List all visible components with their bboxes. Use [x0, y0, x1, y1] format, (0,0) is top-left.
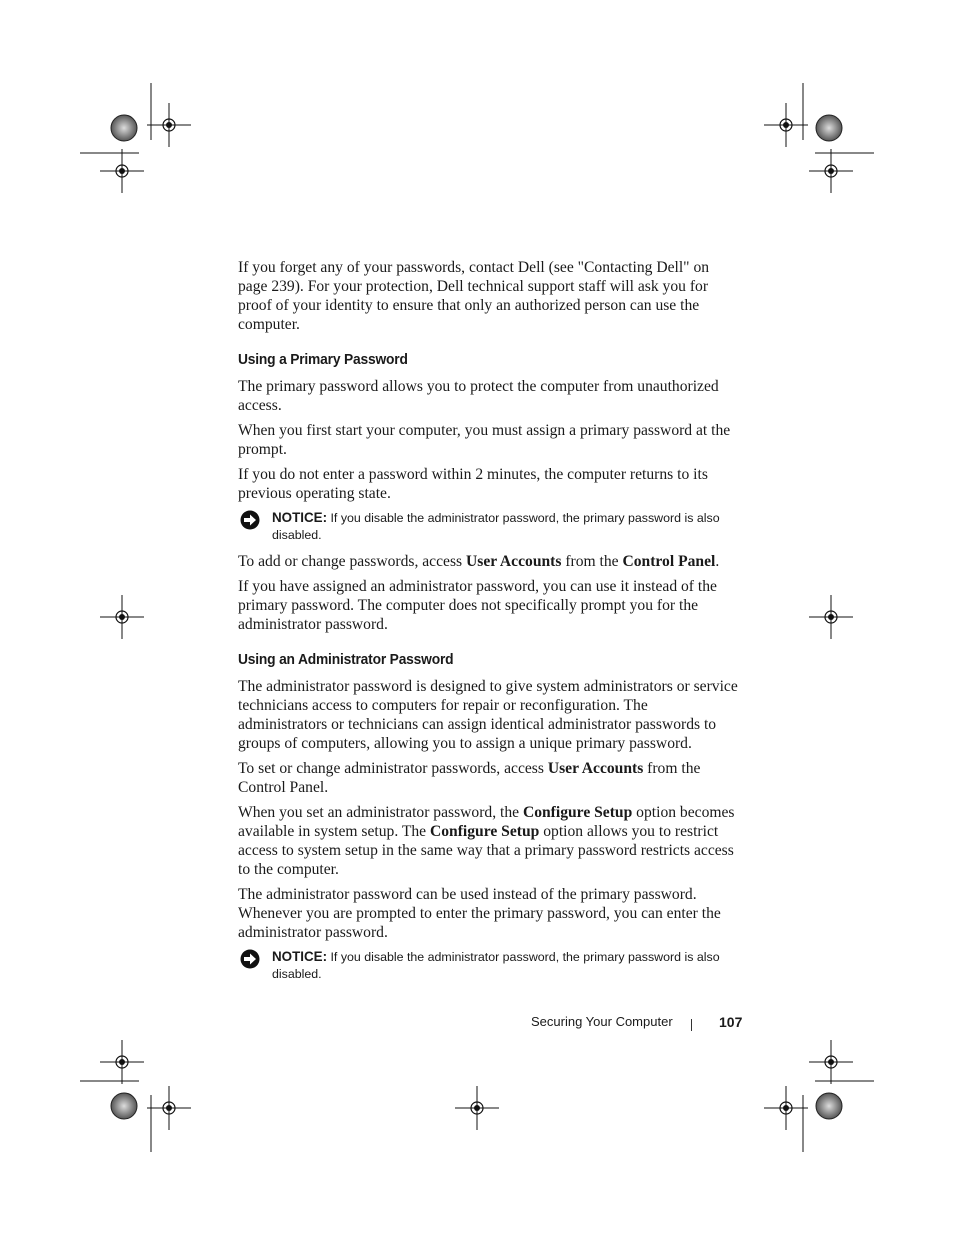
section-heading-admin-password: Using an Administrator Password — [238, 651, 454, 668]
intro-paragraph: If you forget any of your passwords, contact Dell (see "Contacting Dell" on page 239). For your protection, Dell technical support staff will ask you for proof of your identity to ensure that only an authorized person can use the computer. — [238, 259, 710, 333]
paragraph: The administrator password is designed to give system administrators or service technicians access to computers for repair or reconfiguration. The administrators or technicians can assign identical administrator passwords to groups of computers, allowing you to assign a unique primary password. — [238, 678, 738, 752]
page-body — [238, 258, 738, 991]
paragraph — [238, 552, 738, 571]
notice-label: NOTICE: — [272, 949, 328, 964]
text-run: . — [715, 553, 720, 570]
paragraph: The administrator password can be used instead of the primary password. Whenever you are prompted to enter the primary password, you can enter the administrator password. — [238, 886, 721, 941]
ui-term-user-accounts: User Accounts — [465, 553, 562, 570]
notice-box — [238, 948, 738, 983]
paragraph: When you first start your computer, you must assign a primary password at the prompt. — [238, 422, 731, 458]
registration-mark-icon — [809, 595, 853, 639]
color-calibration-icon — [816, 1093, 842, 1119]
notice-label: NOTICE: — [272, 510, 328, 525]
registration-mark-icon — [100, 1040, 144, 1084]
text-run: from the — [561, 553, 623, 570]
text-run: option becomes available in system setup. The — [238, 804, 735, 840]
paragraph: The primary password allows you to protect the computer from unauthorized access. — [238, 378, 719, 414]
footer-section-title: Securing Your Computer — [531, 1014, 673, 1029]
registration-mark-icon — [147, 103, 191, 147]
text-run: When you set an administrator password, the — [238, 804, 523, 821]
registration-mark-icon — [455, 1086, 499, 1130]
text-run: from the Control Panel. — [238, 760, 701, 796]
registration-mark-icon — [147, 1086, 191, 1130]
ui-term-configure-setup: Configure Setup — [522, 804, 633, 821]
registration-mark-icon — [100, 149, 144, 193]
text-run: To set or change administrator passwords, access — [238, 760, 548, 777]
color-calibration-icon — [111, 115, 137, 141]
registration-mark-icon — [100, 595, 144, 639]
notice-arrow-icon — [240, 510, 260, 530]
registration-mark-icon — [809, 1040, 853, 1084]
text-run: option allows you to restrict access to system setup in the same way that a primary password restricts access to the computer. — [238, 823, 734, 878]
color-calibration-icon — [111, 1093, 137, 1119]
notice-text: If you disable the administrator password, the primary password is also disabled. — [272, 511, 720, 542]
notice-arrow-icon — [240, 949, 260, 969]
section-heading-primary-password: Using a Primary Password — [238, 351, 408, 368]
page-footer — [531, 1014, 743, 1030]
notice-text: If you disable the administrator password, the primary password is also disabled. — [272, 950, 720, 981]
ui-term-control-panel: Control Panel — [622, 553, 716, 570]
registration-mark-icon — [809, 149, 853, 193]
registration-mark-icon — [764, 1086, 808, 1130]
color-calibration-icon — [816, 115, 842, 141]
text-run: To add or change passwords, access — [238, 553, 466, 570]
ui-term-user-accounts: User Accounts — [547, 760, 644, 777]
footer-divider — [691, 1019, 692, 1031]
paragraph — [238, 759, 738, 797]
paragraph — [238, 803, 738, 879]
notice-box — [238, 509, 738, 544]
registration-mark-icon — [764, 103, 808, 147]
paragraph: If you do not enter a password within 2 minutes, the computer returns to its previous operating state. — [238, 466, 708, 502]
paragraph: If you have assigned an administrator password, you can use it instead of the primary password. The computer does not specifically prompt you for the administrator password. — [238, 578, 717, 633]
page-number: 107 — [719, 1014, 743, 1030]
ui-term-configure-setup: Configure Setup — [430, 823, 540, 840]
